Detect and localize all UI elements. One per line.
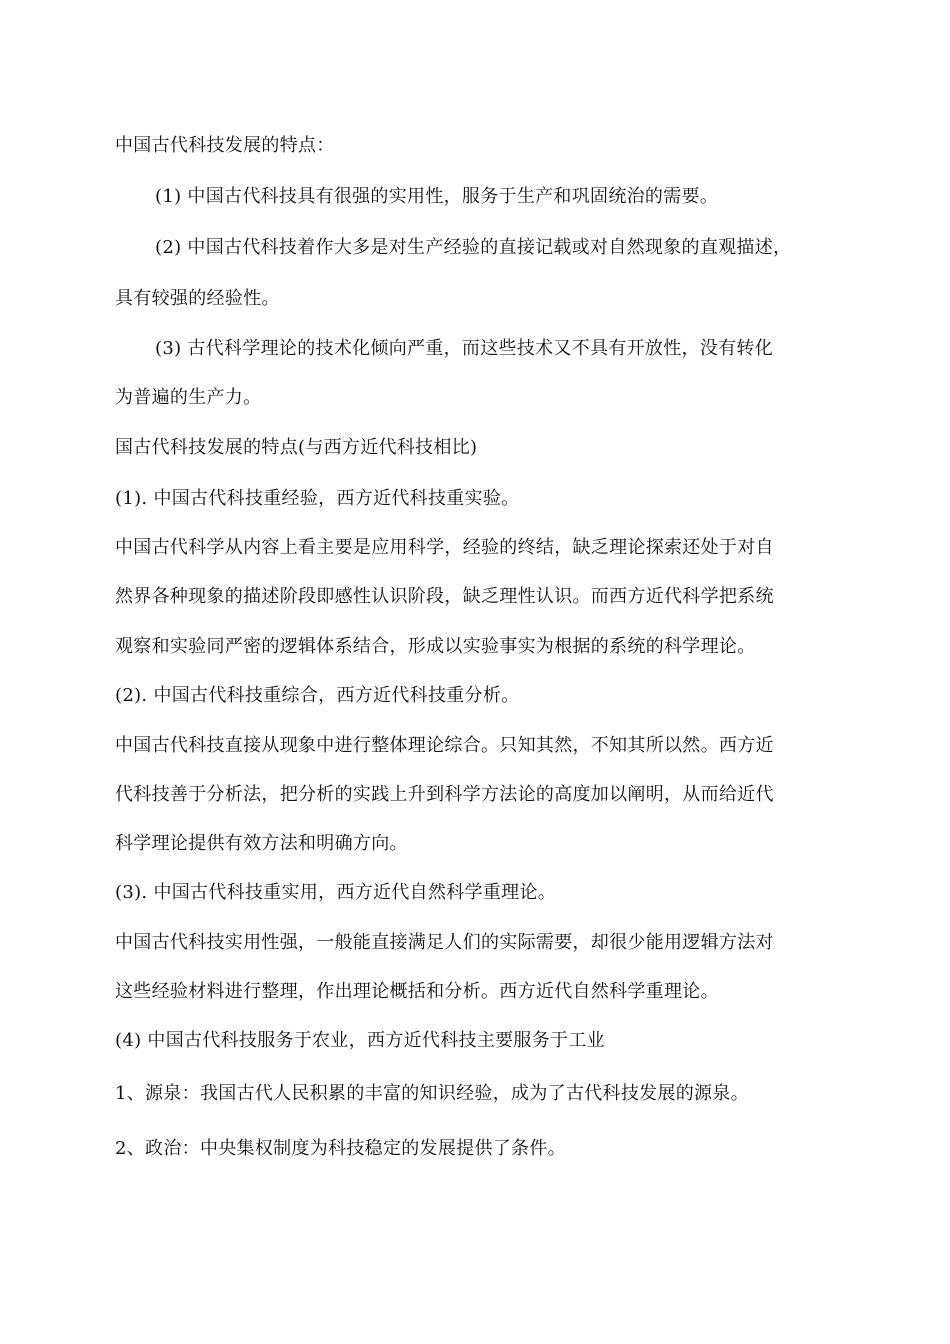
point-2-text-line-3: 科学理论提供有效方法和明确方向。	[115, 833, 408, 854]
point-1-text-line-1: 中国古代科学从内容上看主要是应用科学，经验的终结，缺乏理论探索还处于对自	[115, 537, 774, 558]
point-3-text-line-1: 中国古代科技实用性强，一般能直接满足人们的实际需要，却很少能用逻辑方法对	[115, 932, 774, 953]
factor-source: 1、源泉：我国古代人民积累的丰富的知识经验，成为了古代科技发展的源泉。	[115, 1083, 749, 1104]
list-item-2-line-2: 具有较强的经验性。	[115, 288, 280, 309]
point-2-text-line-2: 代科技善于分析法，把分析的实践上升到科学方法论的高度加以阐明，从而给近代	[115, 784, 774, 805]
point-1-text-line-2: 然界各种现象的描述阶段即感性认识阶段，缺乏理性认识。而西方近代科学把系统	[115, 586, 774, 607]
point-1-heading: (1). 中国古代科技重经验，西方近代科技重实验。	[115, 488, 520, 509]
point-1-text-line-3: 观察和实验同严密的逻辑体系结合，形成以实验事实为根据的系统的科学理论。	[115, 636, 756, 657]
list-item-1: (1) 中国古代科技具有很强的实用性，服务于生产和巩固统治的需要。	[155, 186, 719, 207]
list-item-3-line-1: (3) 古代科学理论的技术化倾向严重，而这些技术又不具有开放性，没有转化	[155, 338, 774, 359]
point-3-heading: (3). 中国古代科技重实用，西方近代自然科学重理论。	[115, 882, 557, 903]
factor-politics: 2、政治：中央集权制度为科技稳定的发展提供了条件。	[115, 1138, 566, 1159]
section-heading: 中国古代科技发展的特点：	[115, 135, 335, 156]
point-2-text-line-1: 中国古代科技直接从现象中进行整体理论综合。只知其然，不知其所以然。西方近	[115, 735, 774, 756]
list-item-3-line-2: 为普遍的生产力。	[115, 387, 262, 408]
list-item-2-line-1: (2) 中国古代科技着作大多是对生产经验的直接记载或对自然现象的直观描述，	[155, 237, 792, 258]
point-2-heading: (2). 中国古代科技重综合，西方近代科技重分析。	[115, 685, 520, 706]
comparison-heading: 国古代科技发展的特点(与西方近代科技相比)	[115, 437, 478, 458]
point-3-text-line-2: 这些经验材料进行整理，作出理论概括和分析。西方近代自然科学重理论。	[115, 981, 719, 1002]
point-4-heading: (4) 中国古代科技服务于农业，西方近代科技主要服务于工业	[115, 1030, 605, 1051]
